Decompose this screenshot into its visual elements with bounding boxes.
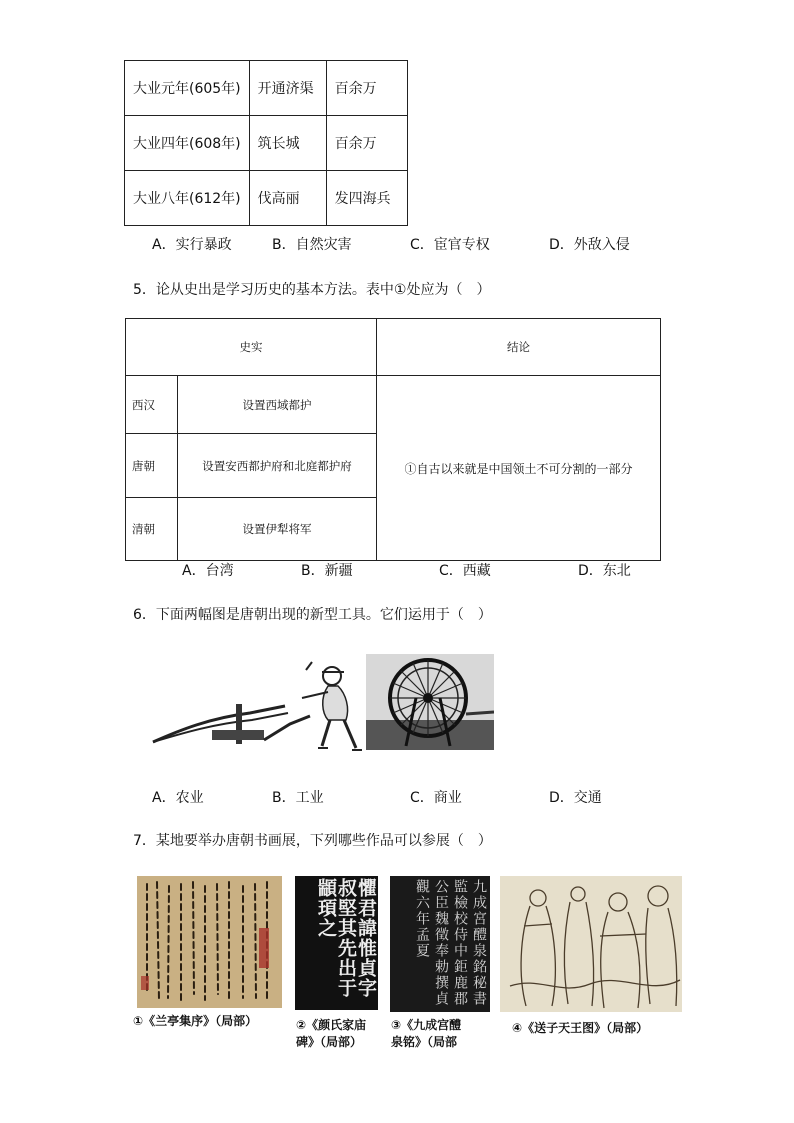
caption-jiuchenggong-line2: 泉铭》（局部 — [391, 1035, 458, 1049]
question-6-stem: 6．下面两幅图是唐朝出现的新型工具。它们运用于（ ） — [133, 607, 492, 623]
option-d[interactable]: D．东北 — [578, 563, 631, 579]
option-a[interactable]: A．台湾 — [182, 563, 234, 579]
waterwheel-icon — [366, 654, 494, 750]
table-header-row — [126, 319, 661, 376]
option-c[interactable]: C．商业 — [410, 790, 462, 806]
caption-songzi-tianwang: ④《送子天王图》（局部） — [512, 1021, 649, 1035]
table-cell: 大业四年(608年) — [125, 116, 250, 171]
option-a[interactable]: A．农业 — [152, 790, 204, 806]
dynasty-cell: 唐朝 — [126, 434, 178, 498]
table-cell: 筑长城 — [249, 116, 326, 171]
option-d[interactable]: D．外敌入侵 — [549, 237, 630, 253]
header-conclusion: 结论 — [377, 319, 661, 376]
caption-jiuchenggong-line1: ③《九成宫醴 — [391, 1018, 462, 1032]
option-b[interactable]: B．工业 — [272, 790, 324, 806]
table-cell: 伐高丽 — [249, 171, 326, 226]
calligraphy-scroll-icon — [137, 876, 282, 1008]
dynasty-cell: 西汉 — [126, 376, 178, 434]
curved-plow-image — [150, 658, 365, 753]
option-b[interactable]: B．新疆 — [301, 563, 353, 579]
caption-yan-stele-line2: 碑》（局部） — [296, 1035, 363, 1049]
dynasty-cell: 清朝 — [126, 498, 178, 561]
table-cell: 开通济渠 — [249, 61, 326, 116]
yan-stele-text: 懼君諱惟貞字叔堅其先出于顓頊之 — [315, 878, 377, 998]
option-b[interactable]: B．自然灾害 — [272, 237, 352, 253]
question-7-stem: 7．某地要举办唐朝书画展，下列哪些作品可以参展（ ） — [133, 833, 492, 849]
yan-stele-image — [295, 876, 378, 1010]
header-facts: 史实 — [126, 319, 377, 376]
table-row — [125, 116, 408, 171]
table-cell: 发四海兵 — [326, 171, 407, 226]
jiuchenggong-stele-text: 九成宮醴泉銘秘書監檢校侍中鉅鹿郡公臣魏徵奉勅撰貞觀六年孟夏 — [414, 879, 487, 1007]
fact-cell: 设置西域都护 — [178, 376, 377, 434]
table-row — [126, 376, 661, 434]
option-c[interactable]: C．西藏 — [439, 563, 491, 579]
table-row — [125, 171, 408, 226]
songzi-tianwang-image — [500, 876, 682, 1012]
table-cell: 百余万 — [326, 61, 407, 116]
caption-lantingjixu: ①《兰亭集序》（局部） — [133, 1014, 258, 1028]
fact-cell: 设置安西都护府和北庭都护府 — [178, 434, 377, 498]
jiuchenggong-stele-image — [390, 876, 490, 1012]
painting-figures-icon — [500, 876, 682, 1012]
option-d[interactable]: D．交通 — [549, 790, 602, 806]
conclusion-cell: ①自古以来就是中国领土不可分割的一部分 — [377, 376, 661, 561]
question-5-stem: 5．论从史出是学习历史的基本方法。表中①处应为（ ） — [133, 282, 491, 298]
table-cell: 大业八年(612年) — [125, 171, 250, 226]
table-cell: 百余万 — [326, 116, 407, 171]
waterwheel-image — [366, 654, 494, 750]
sui-projects-table — [124, 60, 408, 226]
option-a[interactable]: A．实行暴政 — [152, 237, 232, 253]
xinjiang-history-table — [125, 318, 661, 561]
table-row — [125, 61, 408, 116]
option-c[interactable]: C．宦官专权 — [410, 237, 490, 253]
fact-cell: 设置伊犁将军 — [178, 498, 377, 561]
lantingjixu-image — [137, 876, 282, 1008]
table-cell: 大业元年(605年) — [125, 61, 250, 116]
caption-yan-stele-line1: ②《颜氏家庙 — [296, 1018, 367, 1032]
